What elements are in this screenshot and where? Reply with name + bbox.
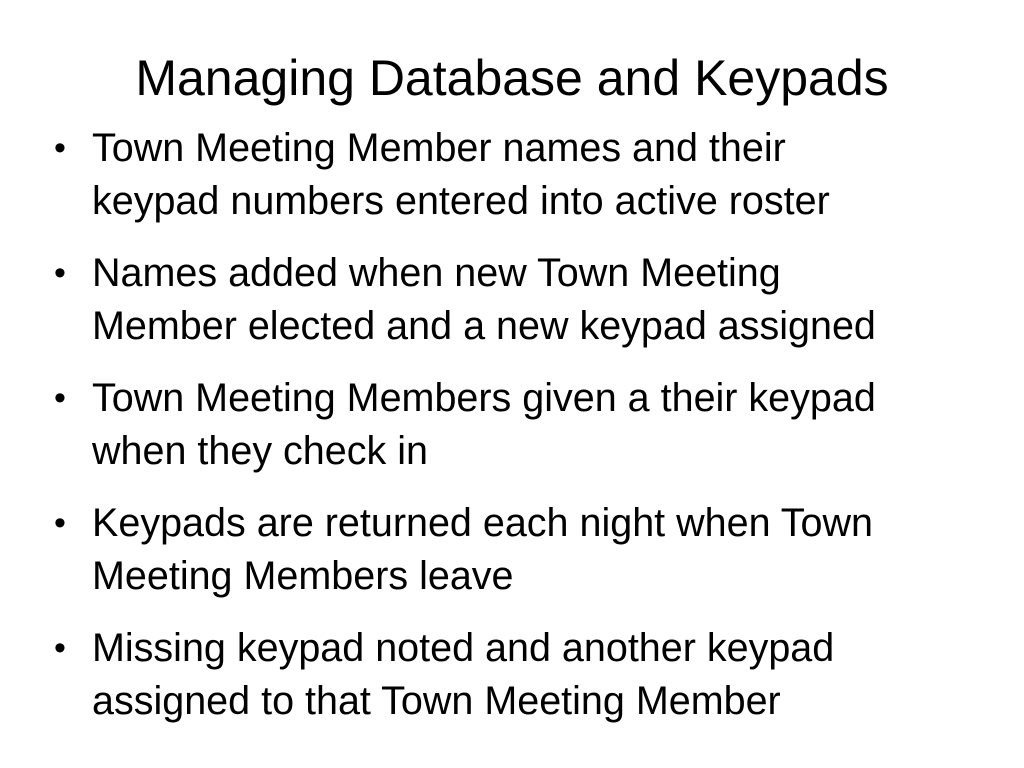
bullet-marker-icon: •	[54, 504, 66, 542]
bullet-item	[54, 122, 1014, 228]
bullet-line: Town Meeting Member names and their	[92, 126, 786, 170]
bullet-line: Member elected and a new keypad assigned	[92, 304, 876, 348]
bullet-item	[54, 247, 1014, 353]
bullet-list	[54, 122, 1014, 747]
bullet-line: Names added when new Town Meeting	[92, 251, 781, 295]
bullet-marker-icon: •	[54, 254, 66, 292]
bullet-line: Meeting Members leave	[92, 554, 514, 598]
bullet-line: assigned to that Town Meeting Member	[92, 679, 781, 723]
bullet-item	[54, 497, 1014, 603]
bullet-line: Keypads are returned each night when Town	[92, 501, 874, 545]
bullet-item	[54, 622, 1014, 728]
bullet-item	[54, 372, 1014, 478]
bullet-line: keypad numbers entered into active roster	[92, 179, 830, 223]
bullet-marker-icon: •	[54, 379, 66, 417]
bullet-marker-icon: •	[54, 629, 66, 667]
bullet-line: Town Meeting Members given a their keypad	[92, 376, 876, 420]
slide-title: Managing Database and Keypads	[135, 50, 889, 106]
bullet-line: when they check in	[92, 429, 428, 473]
bullet-line: Missing keypad noted and another keypad	[92, 626, 835, 670]
bullet-marker-icon: •	[54, 129, 66, 167]
